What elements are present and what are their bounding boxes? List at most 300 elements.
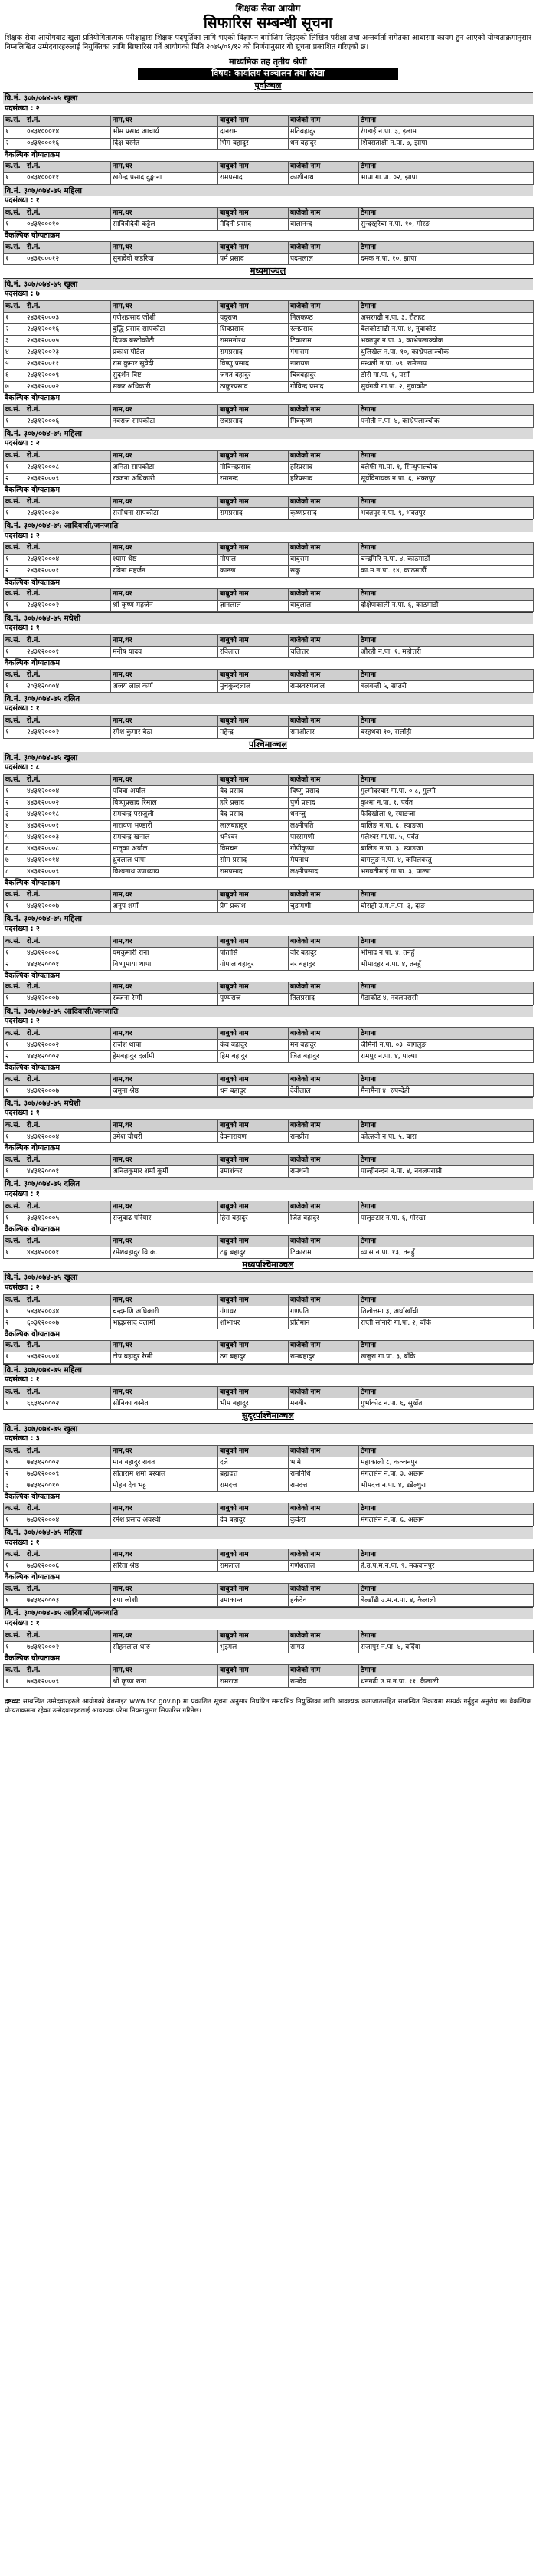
- column-header: क.सं.: [4, 207, 25, 218]
- table-cell: १: [4, 415, 25, 427]
- table-cell: भक्तपुर न.पा. ९, भक्तपुर: [359, 508, 534, 519]
- table-cell: १: [4, 312, 25, 323]
- column-header: बाबुको नाम: [218, 542, 289, 554]
- table-header-row: [4, 588, 534, 600]
- column-header: ठेगाना: [359, 982, 534, 993]
- advertisement-number: वि.नं. ३०७/०७४-७५ दलित: [3, 693, 533, 705]
- column-header: रो.नं.: [25, 1503, 111, 1515]
- table-cell: मैनामैना ४, रुपन्देही: [359, 1085, 534, 1096]
- table-header-row: [4, 936, 534, 947]
- table-cell: २: [4, 1469, 25, 1480]
- table-row: [4, 1595, 534, 1607]
- column-header: क.सं.: [4, 1073, 25, 1085]
- table-cell: रामप्रसाद: [218, 867, 289, 878]
- region-section: [3, 1260, 533, 1410]
- table-cell: देव बहादुर: [218, 1515, 289, 1526]
- column-header: रो.नं.: [25, 404, 111, 415]
- column-header: बाजेको नाम: [289, 1340, 359, 1352]
- table-cell: ३: [4, 1480, 25, 1492]
- column-header: रो.नं.: [25, 497, 111, 508]
- column-header: बाजेको नाम: [289, 669, 359, 680]
- post-count: पदसंख्या : १: [5, 1618, 40, 1627]
- table-cell: सावित्रीदेवी कट्टेल: [111, 218, 218, 230]
- table-row: [4, 369, 534, 381]
- table-cell: प्रकाश पौडेल: [111, 346, 218, 358]
- advertisement-number: वि.नं. ३०७/०७४-७५ खुला: [3, 278, 533, 290]
- table-cell: प्रेम प्रकाश: [218, 901, 289, 913]
- column-header: रो.नं.: [25, 1073, 111, 1085]
- column-header: ठेगाना: [359, 241, 534, 253]
- alternate-merit-heading: वैकल्पिक योग्यताक्रम: [5, 1329, 60, 1339]
- table-cell: पाल्हीनन्दन न.पा. ४, नवलपरासी: [359, 1166, 534, 1178]
- table-row: [4, 462, 534, 474]
- table-cell: रमेश प्रसाद अवस्थी: [111, 1515, 218, 1526]
- column-header: रो.नं.: [25, 1584, 111, 1595]
- table-cell: गणेशप्रसाद जोशी: [111, 312, 218, 323]
- table-row: [4, 680, 534, 692]
- column-header: बाजेको नाम: [289, 1028, 359, 1040]
- table-cell: लालबहादुर: [218, 821, 289, 832]
- column-header: बाजेको नाम: [289, 115, 359, 126]
- post-count: पदसंख्या : १: [5, 1189, 40, 1198]
- table-cell: भीमाद न.पा. ४, तनहुँ: [359, 947, 534, 959]
- column-header: ठेगाना: [359, 404, 534, 415]
- table-header-row: [4, 1446, 534, 1457]
- table-cell: ठोरी गा.पा. १, पर्सा: [359, 369, 534, 381]
- column-header: रो.नं.: [25, 1549, 111, 1561]
- table-cell: भाद्रप्रसाद वलामी: [111, 1317, 218, 1329]
- table-cell: गुर्भाकोट न.पा. ६, सुर्खेत: [359, 1398, 534, 1410]
- table-cell: हिरा बहादुर: [218, 1212, 289, 1224]
- column-header: रो.नं.: [25, 1446, 111, 1457]
- table-cell: जमुना श्रेष्ठ: [111, 1085, 218, 1096]
- table-cell: अनिता सापकोटा: [111, 462, 218, 474]
- table-row: [4, 1676, 534, 1687]
- table-header-row: [4, 451, 534, 462]
- table-row: [4, 1398, 534, 1410]
- table-cell: ४४३१२०००६: [25, 947, 111, 959]
- post-count: पदसंख्या : १: [5, 624, 40, 633]
- table-cell: वालिङ न.पा. ६, स्याङजा: [359, 821, 534, 832]
- results-table: [3, 241, 534, 265]
- post-count: पदसंख्या : १: [5, 1109, 40, 1118]
- table-cell: सरिता श्रेष्ठ: [111, 1561, 218, 1572]
- table-cell: महाकाली ८, कञ्चनपुर: [359, 1457, 534, 1469]
- column-header: नाम,थर: [111, 1549, 218, 1561]
- column-header: क.सं.: [4, 542, 25, 554]
- column-header: ठेगाना: [359, 1503, 534, 1515]
- column-header: ठेगाना: [359, 1073, 534, 1085]
- table-cell: जित बहादुर: [289, 1212, 359, 1224]
- column-header: रो.नं.: [25, 1387, 111, 1398]
- table-cell: दले: [218, 1457, 289, 1469]
- table-cell: खजुरा गा.पा. ३, बाँके: [359, 1352, 534, 1363]
- column-header: रो.नं.: [25, 1201, 111, 1212]
- advertisement-number: वि.नं. ३०७/०७४-७५ आदिवासी/जनजाति: [3, 1607, 533, 1619]
- table-cell: चित्रबहादुर: [289, 369, 359, 381]
- table-cell: ५४३१२००३४: [25, 1306, 111, 1317]
- table-cell: गोपाल बहादुर: [218, 959, 289, 970]
- table-cell: उमाशंकर: [218, 1166, 289, 1178]
- table-cell: रामदेव: [289, 1676, 359, 1687]
- table-cell: ६: [4, 844, 25, 855]
- table-cell: १: [4, 1247, 25, 1258]
- column-header: बाजेको नाम: [289, 634, 359, 646]
- column-header: बाबुको नाम: [218, 1446, 289, 1457]
- column-header: बाबुको नाम: [218, 241, 289, 253]
- post-count: पदसंख्या : १: [5, 1538, 40, 1547]
- column-header: बाजेको नाम: [289, 716, 359, 727]
- results-table: [3, 634, 534, 658]
- column-header: बाबुको नाम: [218, 404, 289, 415]
- column-header: ठेगाना: [359, 634, 534, 646]
- table-row: [4, 993, 534, 1005]
- results-table: [3, 1583, 534, 1607]
- table-cell: अनिलकुमार शर्मा कुर्मी: [111, 1166, 218, 1178]
- column-header: बाबुको नाम: [218, 1028, 289, 1040]
- column-header: नाम,थर: [111, 1664, 218, 1676]
- table-row: [4, 218, 534, 230]
- post-count: पदसंख्या : १: [5, 196, 40, 205]
- column-header: बाबुको नाम: [218, 1294, 289, 1306]
- table-cell: २४३१२००११: [25, 358, 111, 369]
- table-cell: लक्ष्मीप्रसाद: [289, 867, 359, 878]
- table-cell: हरिप्रसाद: [289, 474, 359, 485]
- column-header: बाजेको नाम: [289, 1387, 359, 1398]
- column-header: रो.नं.: [25, 1120, 111, 1132]
- table-cell: पारसमणी: [289, 832, 359, 844]
- results-table: [3, 889, 534, 913]
- column-header: ठेगाना: [359, 588, 534, 600]
- table-cell: चन्द्रमणि अधिकारी: [111, 1306, 218, 1317]
- table-cell: १: [4, 901, 25, 913]
- table-cell: टिकाराम: [289, 1247, 359, 1258]
- table-cell: चुडामणी: [289, 901, 359, 913]
- column-header: रो.नं.: [25, 115, 111, 126]
- table-cell: भक्तपुर न.पा. ३, काभ्रेपलाञ्चोक: [359, 335, 534, 346]
- table-cell: गंगाधर: [218, 1306, 289, 1317]
- column-header: रो.नं.: [25, 1664, 111, 1676]
- table-cell: ६६३१२०००२: [25, 1398, 111, 1410]
- table-cell: शोभाधर: [218, 1317, 289, 1329]
- table-cell: जैमिनी न.पा. ०३, बागलुङ: [359, 1040, 534, 1051]
- column-header: रो.नं.: [25, 241, 111, 253]
- table-cell: १: [4, 218, 25, 230]
- table-row: [4, 1515, 534, 1526]
- table-header-row: [4, 404, 534, 415]
- table-cell: गैडाकोट ४, नवलपरासी: [359, 993, 534, 1005]
- column-header: बाजेको नाम: [289, 1630, 359, 1641]
- column-header: ठेगाना: [359, 1664, 534, 1676]
- table-cell: बेद प्रसाद: [218, 786, 289, 798]
- column-header: बाजेको नाम: [289, 1446, 359, 1457]
- table-row: [4, 821, 534, 832]
- column-header: बाबुको नाम: [218, 1120, 289, 1132]
- table-cell: रामनिधि: [289, 1469, 359, 1480]
- table-header-row: [4, 207, 534, 218]
- table-cell: मंगलसेन न.पा. ६, अछाम: [359, 1515, 534, 1526]
- column-header: नाम,थर: [111, 241, 218, 253]
- table-cell: ठाकुरप्रसाद: [218, 381, 289, 392]
- table-cell: १: [4, 1352, 25, 1363]
- table-cell: ७४३१२००१०: [25, 1480, 111, 1492]
- table-cell: ६०३१२०००७: [25, 1317, 111, 1329]
- column-header: नाम,थर: [111, 669, 218, 680]
- table-cell: १: [4, 1398, 25, 1410]
- table-cell: दानराम: [218, 126, 289, 138]
- post-count: पदसंख्या : १: [5, 704, 40, 713]
- table-cell: निलकण्ठ: [289, 312, 359, 323]
- column-header: क.सं.: [4, 716, 25, 727]
- column-header: रो.नं.: [25, 1340, 111, 1352]
- table-cell: नारायण भण्डारी: [111, 821, 218, 832]
- column-header: रो.नं.: [25, 542, 111, 554]
- table-cell: २४३१२०००९: [25, 369, 111, 381]
- table-cell: ४: [4, 346, 25, 358]
- table-cell: अनुप शर्मा: [111, 901, 218, 913]
- table-cell: २४३१२००१६: [25, 323, 111, 335]
- column-header: क.सं.: [4, 497, 25, 508]
- table-header-row: [4, 1340, 534, 1352]
- table-cell: १: [4, 600, 25, 611]
- table-header-row: [4, 1584, 534, 1595]
- table-cell: मित्रकृष्ण: [289, 415, 359, 427]
- column-header: ठेगाना: [359, 1584, 534, 1595]
- alternate-merit-heading: वैकल्पिक योग्यताक्रम: [5, 1224, 60, 1234]
- advertisement-number: वि.नं. ३०७/०७४-७५ खुला: [3, 1423, 533, 1435]
- table-cell: १: [4, 646, 25, 657]
- results-table: [3, 1073, 534, 1097]
- table-cell: रामबहादुर: [289, 1352, 359, 1363]
- table-cell: १: [4, 1561, 25, 1572]
- notice-title: सिफारिस सम्बन्धी सूचना: [203, 14, 333, 31]
- table-cell: १: [4, 1085, 25, 1096]
- results-table: [3, 1386, 534, 1410]
- table-cell: मान बहादुर रावत: [111, 1457, 218, 1469]
- table-cell: बाबुराम: [289, 554, 359, 565]
- column-header: ठेगाना: [359, 1446, 534, 1457]
- table-cell: रामलाल: [218, 1561, 289, 1572]
- table-header-row: [4, 890, 534, 901]
- table-cell: कंब बहादुर: [218, 1040, 289, 1051]
- table-cell: ४४३१२०००१: [25, 959, 111, 970]
- table-cell: विष्णु प्रसाद: [289, 786, 359, 798]
- table-header-row: [4, 716, 534, 727]
- alternate-merit-heading: वैकल्पिक योग्यताक्रम: [5, 971, 60, 980]
- results-table: [3, 982, 534, 1005]
- table-cell: ७४३१२०००२: [25, 1641, 111, 1653]
- table-cell: दमक न.पा. १०, झापा: [359, 253, 534, 264]
- advertisement-number: वि.नं. ३०७/०७४-७५ खुला: [3, 752, 533, 764]
- table-header-row: [4, 1235, 534, 1247]
- column-header: बाजेको नाम: [289, 1294, 359, 1306]
- column-header: क.सं.: [4, 634, 25, 646]
- table-cell: रामचन्द्र खनाल: [111, 832, 218, 844]
- table-cell: अजय लाल कर्ण: [111, 680, 218, 692]
- results-table: [3, 1235, 534, 1259]
- table-row: [4, 947, 534, 959]
- column-header: नाम,थर: [111, 207, 218, 218]
- table-cell: पुण्यराज: [218, 993, 289, 1005]
- table-cell: सोम प्रसाद: [218, 855, 289, 867]
- table-cell: बलबन्ती ५, सप्तरी: [359, 680, 534, 692]
- advertisement-number: वि.नं. ३०७/०७४-७५ महिला: [3, 185, 533, 197]
- column-header: बाजेको नाम: [289, 890, 359, 901]
- table-row: [4, 415, 534, 427]
- post-count: पदसंख्या : २: [5, 1017, 40, 1026]
- table-cell: का.म.न.पा. १४, काठमाडौं: [359, 565, 534, 577]
- advertisement-number: वि.नं. ३०७/०७४-७५ महिला: [3, 1526, 533, 1539]
- table-cell: कुकेरा: [289, 1515, 359, 1526]
- table-cell: २०३१२०००४: [25, 680, 111, 692]
- column-header: ठेगाना: [359, 716, 534, 727]
- table-cell: ४४३१२०००७: [25, 1085, 111, 1096]
- table-cell: १: [4, 508, 25, 519]
- table-cell: २४३१२०००२: [25, 381, 111, 392]
- table-cell: २४३१२०००८: [25, 462, 111, 474]
- table-cell: असरगढी न.पा. ३, रौतहट: [359, 312, 534, 323]
- results-table: [3, 1119, 534, 1143]
- column-header: बाबुको नाम: [218, 1073, 289, 1085]
- table-cell: रामदत्त: [218, 1480, 289, 1492]
- column-header: क.सं.: [4, 1387, 25, 1398]
- table-cell: राममनोरथ: [218, 335, 289, 346]
- column-header: क.सं.: [4, 1584, 25, 1595]
- column-header: क.सं.: [4, 1201, 25, 1212]
- post-count: पदसंख्या : ३: [5, 1434, 40, 1444]
- post-count: पदसंख्या : २: [5, 924, 40, 933]
- column-header: क.सं.: [4, 1235, 25, 1247]
- results-table: [3, 1201, 534, 1224]
- table-cell: ४४३१२०००४: [25, 786, 111, 798]
- table-cell: भिम बहादुर: [218, 138, 289, 149]
- column-header: क.सं.: [4, 1549, 25, 1561]
- table-cell: बलेफी गा.पा. १, सिन्धुपाल्चोक: [359, 462, 534, 474]
- table-cell: फेदिखोला १, स्याङजा: [359, 809, 534, 821]
- column-header: ठेगाना: [359, 161, 534, 172]
- table-cell: ४४३१२०००४: [25, 1132, 111, 1143]
- table-row: [4, 786, 534, 798]
- table-cell: सकु: [289, 565, 359, 577]
- column-header: नाम,थर: [111, 1155, 218, 1166]
- column-header: बाजेको नाम: [289, 207, 359, 218]
- table-cell: ७४३१२०००९: [25, 1469, 111, 1480]
- table-cell: १: [4, 126, 25, 138]
- column-header: बाबुको नाम: [218, 1549, 289, 1561]
- results-table: [3, 300, 534, 393]
- column-header: बाजेको नाम: [289, 1155, 359, 1166]
- table-cell: ४४३१२०००२: [25, 1051, 111, 1063]
- table-cell: भीम प्रसाद आचार्य: [111, 126, 218, 138]
- advertisement-number: वि.नं. ३०७/०७४-७५ दलित: [3, 1178, 533, 1190]
- column-header: नाम,थर: [111, 404, 218, 415]
- table-cell: १: [4, 172, 25, 184]
- table-cell: १: [4, 253, 25, 264]
- alternate-merit-heading: वैकल्पिक योग्यताक्रम: [5, 658, 60, 667]
- column-header: बाबुको नाम: [218, 716, 289, 727]
- column-header: रो.नं.: [25, 669, 111, 680]
- table-cell: ४४३१२०००७: [25, 993, 111, 1005]
- table-row: [4, 1212, 534, 1224]
- advertisement-number: वि.नं. ३०७/०७४-७५ आदिवासी/जनजाति: [3, 1005, 533, 1018]
- table-header-row: [4, 497, 534, 508]
- table-cell: विष्णुमाया थापा: [111, 959, 218, 970]
- table-cell: मुचकुन्दलाल: [218, 680, 289, 692]
- table-cell: २४३१२०००१: [25, 565, 111, 577]
- table-row: [4, 844, 534, 855]
- table-cell: ०४३१०००१४: [25, 126, 111, 138]
- table-cell: ४: [4, 821, 25, 832]
- table-cell: रंगडाई न.पा. ३, इलाम: [359, 126, 534, 138]
- table-cell: उमाकान्त: [218, 1595, 289, 1607]
- table-cell: पोतासिं: [218, 947, 289, 959]
- table-cell: सोनिका बस्नेत: [111, 1398, 218, 1410]
- table-row: [4, 901, 534, 913]
- table-cell: १: [4, 462, 25, 474]
- table-cell: ५४३१२०००४: [25, 1352, 111, 1363]
- column-header: नाम,थर: [111, 588, 218, 600]
- table-cell: धन बहादुर: [218, 1085, 289, 1096]
- table-cell: टोप बहादुर रेग्मी: [111, 1352, 218, 1363]
- table-cell: २४३१२०००५: [25, 335, 111, 346]
- table-row: [4, 832, 534, 844]
- advertisement-number: वि.नं. ३०७/०७४-७५ महिला: [3, 913, 533, 925]
- table-cell: मन बहादुर: [289, 1040, 359, 1051]
- table-cell: २: [4, 959, 25, 970]
- table-header-row: [4, 669, 534, 680]
- table-cell: लक्ष्मीपति: [289, 821, 359, 832]
- service-level: माध्यमिक तह तृतीय श्रेणी: [229, 57, 307, 67]
- alternate-merit-heading: वैकल्पिक योग्यताक्रम: [5, 1653, 60, 1663]
- table-cell: यदुराज: [218, 312, 289, 323]
- column-header: ठेगाना: [359, 890, 534, 901]
- table-cell: मंगलसेन न.पा. ३, अछाम: [359, 1469, 534, 1480]
- table-cell: मन्थली न.पा. ०९, रामेछाप: [359, 358, 534, 369]
- alternate-merit-heading: वैकल्पिक योग्यताक्रम: [5, 1144, 60, 1153]
- table-cell: ४४३१२००१४: [25, 855, 111, 867]
- table-row: [4, 1317, 534, 1329]
- column-header: बाजेको नाम: [289, 1120, 359, 1132]
- post-count: पदसंख्या : २: [5, 531, 40, 540]
- results-table: [3, 1630, 534, 1653]
- table-cell: ठग बहादुर: [218, 1352, 289, 1363]
- table-header-row: [4, 1387, 534, 1398]
- column-header: बाजेको नाम: [289, 588, 359, 600]
- table-row: [4, 335, 534, 346]
- column-header: बाबुको नाम: [218, 1201, 289, 1212]
- table-cell: ब्रह्मदत्त: [218, 1469, 289, 1480]
- column-header: बाबुको नाम: [218, 982, 289, 993]
- column-header: बाजेको नाम: [289, 1584, 359, 1595]
- table-row: [4, 1085, 534, 1096]
- table-cell: रमानन्द: [218, 474, 289, 485]
- results-table: [3, 588, 534, 612]
- table-header-row: [4, 115, 534, 126]
- results-table: [3, 669, 534, 693]
- column-header: बाजेको नाम: [289, 300, 359, 312]
- post-count: पदसंख्या : २: [5, 103, 40, 113]
- column-header: बाबुको नाम: [218, 1630, 289, 1641]
- table-cell: २४३१२०००९: [25, 474, 111, 485]
- column-header: क.सं.: [4, 161, 25, 172]
- table-cell: १: [4, 1457, 25, 1469]
- table-row: [4, 867, 534, 878]
- table-cell: गोपाल: [218, 554, 289, 565]
- table-header-row: [4, 1155, 534, 1166]
- notice-intro: शिक्षक सेवा आयोगबाट खुला प्रतियोगितात्मक परीक्षाद्वारा शिक्षक पदपूर्तिका लागि भएको विज्ञापन बमोजिम लिइएको लिखित परीक्षा तथा अन्तर्वार्ता समेतका आधारमा कायम हुन आएको योग्यताक्रमानुसार निम्नलिखित उम्मेदवारहरुलाई नियुक्तिका लागि सिफारिस गर्ने आयोगको मिति २०७५/०१/१२ को निर्णयानुसार यो सूचना प्रकाशित गरिएको छ।: [5, 33, 531, 52]
- table-cell: श्री कृष्ण महर्जन: [111, 600, 218, 611]
- table-cell: बेलकोटगढी न.पा. ४, नुवाकोट: [359, 323, 534, 335]
